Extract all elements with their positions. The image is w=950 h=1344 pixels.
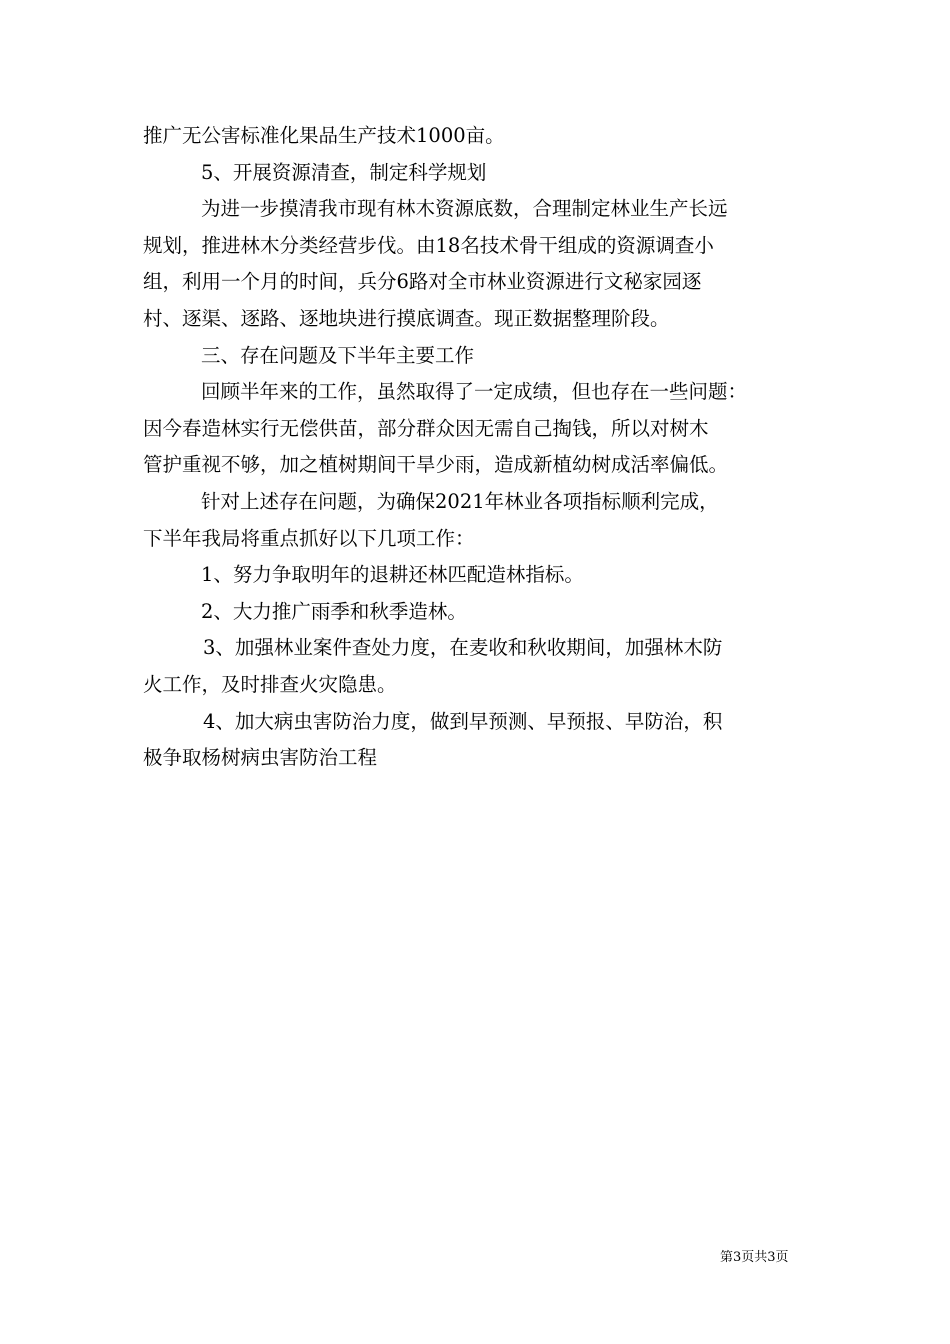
text-line: 规划，推进林木分类经营步伐。由18名技术骨干组成的资源调查小	[143, 233, 714, 257]
document-body	[143, 118, 811, 777]
list-item: 2、大力推广雨季和秋季造林。	[201, 599, 467, 623]
section-heading: 5、开展资源清查，制定科学规划	[201, 160, 487, 184]
section-heading: 三、存在问题及下半年主要工作	[201, 343, 475, 367]
list-item: 1、努力争取明年的退耕还林匹配造林指标。	[201, 563, 584, 587]
list-item: 4、加大病虫害防治力度，做到早预测、早预报、早防治，积	[203, 709, 723, 733]
page-number: 第3页共3页	[720, 1250, 789, 1265]
text-line: 下半年我局将重点抓好以下几项工作：	[143, 526, 475, 550]
text-line: 极争取杨树病虫害防治工程	[143, 746, 378, 770]
text-line: 推广无公害标准化果品生产技术1000亩。	[143, 124, 505, 147]
text-line: 因今春造林实行无偿供苗，部分群众因无需自己掏钱，所以对树木	[143, 416, 709, 440]
text-line: 管护重视不够，加之植树期间干旱少雨，造成新植幼树成活率偏低。	[143, 453, 729, 477]
text-line: 组，利用一个月的时间，兵分6路对全市林业资源进行文秘家园逐	[143, 270, 702, 294]
list-item: 3、加强林业案件查处力度，在麦收和秋收期间，加强林木防	[203, 636, 723, 660]
text-line: 村、逐渠、逐路、逐地块进行摸底调查。现正数据整理阶段。	[143, 306, 670, 330]
text-line: 火工作，及时排查火灾隐患。	[143, 672, 397, 696]
text-line: 针对上述存在问题，为确保2021年林业各项指标顺利完成，	[201, 489, 719, 513]
text-line: 回顾半年来的工作，虽然取得了一定成绩，但也存在一些问题：	[201, 380, 748, 404]
text-line: 为进一步摸清我市现有林木资源底数，合理制定林业生产长远	[201, 197, 728, 221]
